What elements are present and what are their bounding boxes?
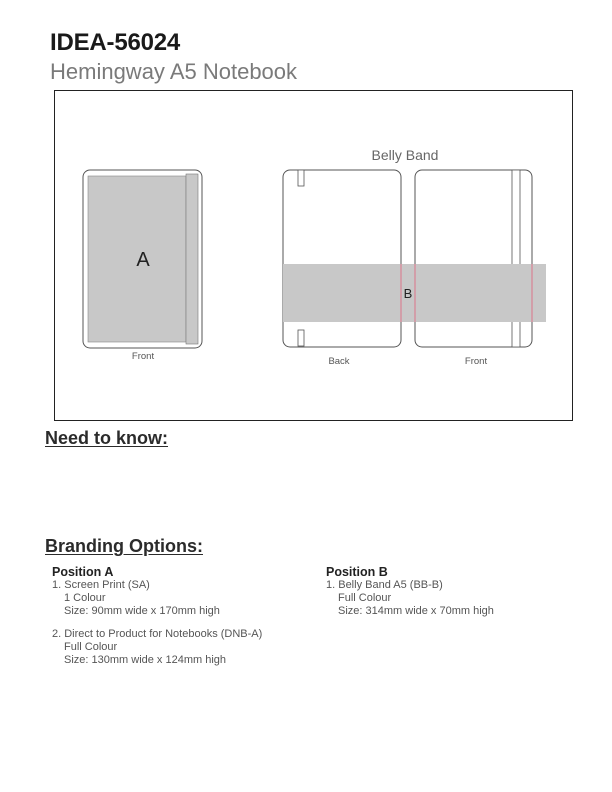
elastic-stub-top bbox=[298, 170, 304, 186]
option-detail: Full Colour bbox=[64, 641, 118, 653]
option-name: 1. Belly Band A5 (BB-B) bbox=[326, 579, 443, 591]
product-name: Hemingway A5 Notebook bbox=[50, 59, 298, 84]
position-a-marker: A bbox=[136, 249, 150, 271]
position-b-marker: B bbox=[403, 286, 413, 301]
position-a-title: Position A bbox=[52, 565, 114, 579]
option-name: 2. Direct to Product for Notebooks (DNB-A) bbox=[52, 628, 263, 640]
option-name: 1. Screen Print (SA) bbox=[52, 579, 150, 591]
position-b-column bbox=[326, 565, 494, 618]
front-notebook-left bbox=[83, 170, 202, 362]
position-a-column bbox=[52, 565, 262, 667]
belly-band bbox=[283, 264, 546, 322]
need-to-know-heading: Need to know: bbox=[45, 428, 169, 448]
elastic-stub-bottom bbox=[298, 330, 304, 346]
belly-band-title: Belly Band bbox=[371, 147, 439, 163]
print-area-b bbox=[283, 264, 546, 322]
option-detail: 1 Colour bbox=[64, 592, 106, 604]
back-label: Back bbox=[328, 356, 350, 367]
branding-options-heading: Branding Options: bbox=[45, 536, 203, 556]
front-label-right: Front bbox=[464, 356, 488, 367]
front-label-left: Front bbox=[131, 351, 155, 362]
option-detail: Full Colour bbox=[338, 592, 392, 604]
product-code: IDEA-56024 bbox=[50, 29, 181, 56]
elastic-band bbox=[186, 174, 198, 344]
option-size: Size: 90mm wide x 170mm high bbox=[64, 605, 220, 617]
position-b-title: Position B bbox=[326, 565, 388, 579]
option-size: Size: 314mm wide x 70mm high bbox=[338, 605, 494, 617]
option-size: Size: 130mm wide x 124mm high bbox=[64, 654, 227, 666]
